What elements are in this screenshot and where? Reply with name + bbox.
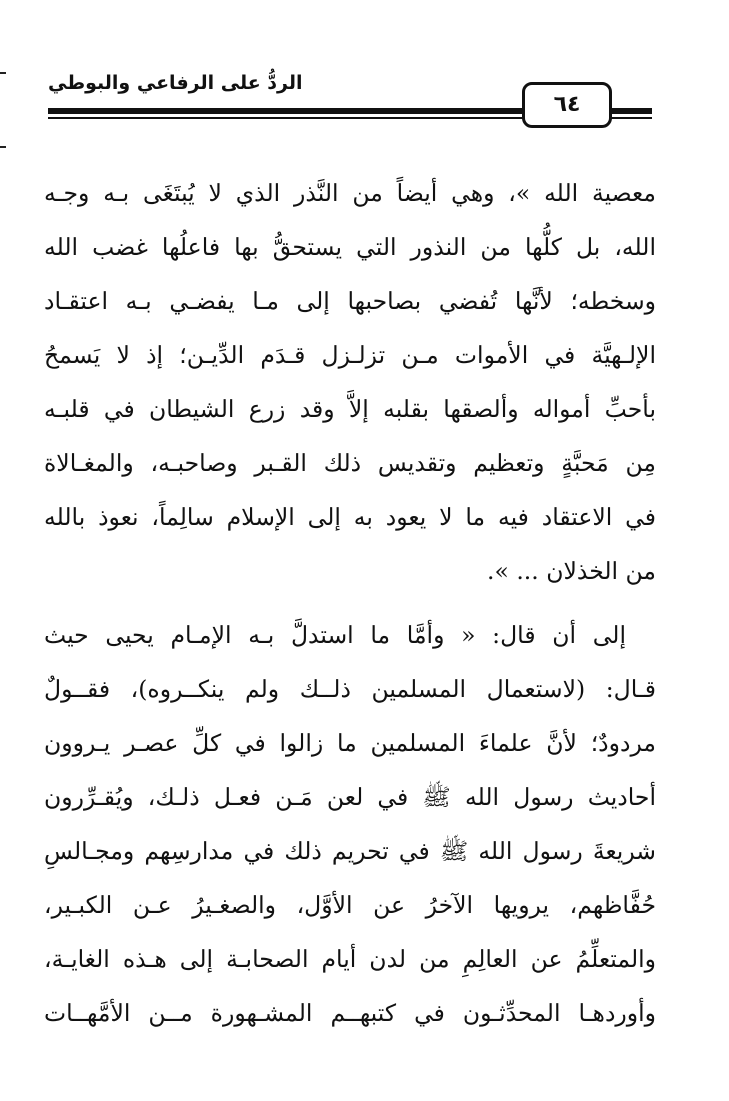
paragraph-gap xyxy=(44,598,656,608)
body-text xyxy=(44,166,656,1040)
text-line: معصية الله »، وهي أيضاً من النَّذر الذي لا يُبتَغَى بـه وجـه xyxy=(44,179,656,207)
margin-mark-top xyxy=(0,72,6,74)
text-line: حُفَّاظهم، يرويها الآخرُ عن الأوَّل، والصغـيرُ عـن الكبـير، xyxy=(44,891,656,919)
paragraph-2 xyxy=(44,608,656,1040)
text-line: في الاعتقاد فيه ما لا يعود به إلى الإسلام سالِماً، نعوذ بالله xyxy=(44,503,656,531)
text-line: الإلـهيَّة في الأموات مـن تزلـزل قـدَم الدِّيـن؛ إذ لا يَسمحُ xyxy=(44,341,656,369)
text-line: بأحبِّ أمواله وألصقها بقلبه إلاَّ وقد زرع الشيطان في قلبـه xyxy=(44,395,656,423)
page-header xyxy=(40,66,652,126)
text-line: قـال: (لاستعمال المسلمين ذلــك ولم ينكــروه)، فقــولٌ xyxy=(44,675,656,703)
margin-mark-bottom xyxy=(0,146,6,148)
text-line: وسخطه؛ لأنَّها تُفضي بصاحبها إلى مـا يفضـي بـه اعتقـاد xyxy=(44,287,656,315)
text-line: الله، بل كلُّها من النذور التي يستحقُّ بها فاعلُها غضب الله xyxy=(44,233,656,261)
text-line: من الخذلان ... ». xyxy=(487,557,656,585)
text-line: وأوردهـا المحدِّثـون في كتبهــم المشـهورة مــن الأمَّهــات xyxy=(44,999,656,1027)
text-line: والمتعلِّمُ عن العالِمِ من لدن أيام الصحابـة إلى هـذه الغايـة، xyxy=(44,945,656,973)
page-number-box xyxy=(522,82,612,128)
page-number: ٦٤ xyxy=(553,92,581,117)
text-line: أحاديث رسول الله ﷺ في لعن مَـن فعـل ذلـك، ويُقـرِّرون xyxy=(44,783,656,811)
running-title-text: الردُّ على الرفاعي والبوطي xyxy=(48,72,303,94)
text-line: مِن مَحبَّةٍ وتعظيم وتقديس ذلك القـبر وصاحبـه، والمغـالاة xyxy=(44,449,656,477)
text-line: مردودٌ؛ لأنَّ علماءَ المسلمين ما زالوا في كلِّ عصـر يـروون xyxy=(44,729,656,757)
text-line: شريعةَ رسول الله ﷺ في تحريم ذلك في مدارسِهم ومجـالسِ xyxy=(44,837,656,865)
text-line: إلى أن قال: « وأمَّا ما استدلَّ بـه الإمـام يحيى حيث xyxy=(44,621,626,649)
paragraph-1 xyxy=(44,166,656,598)
